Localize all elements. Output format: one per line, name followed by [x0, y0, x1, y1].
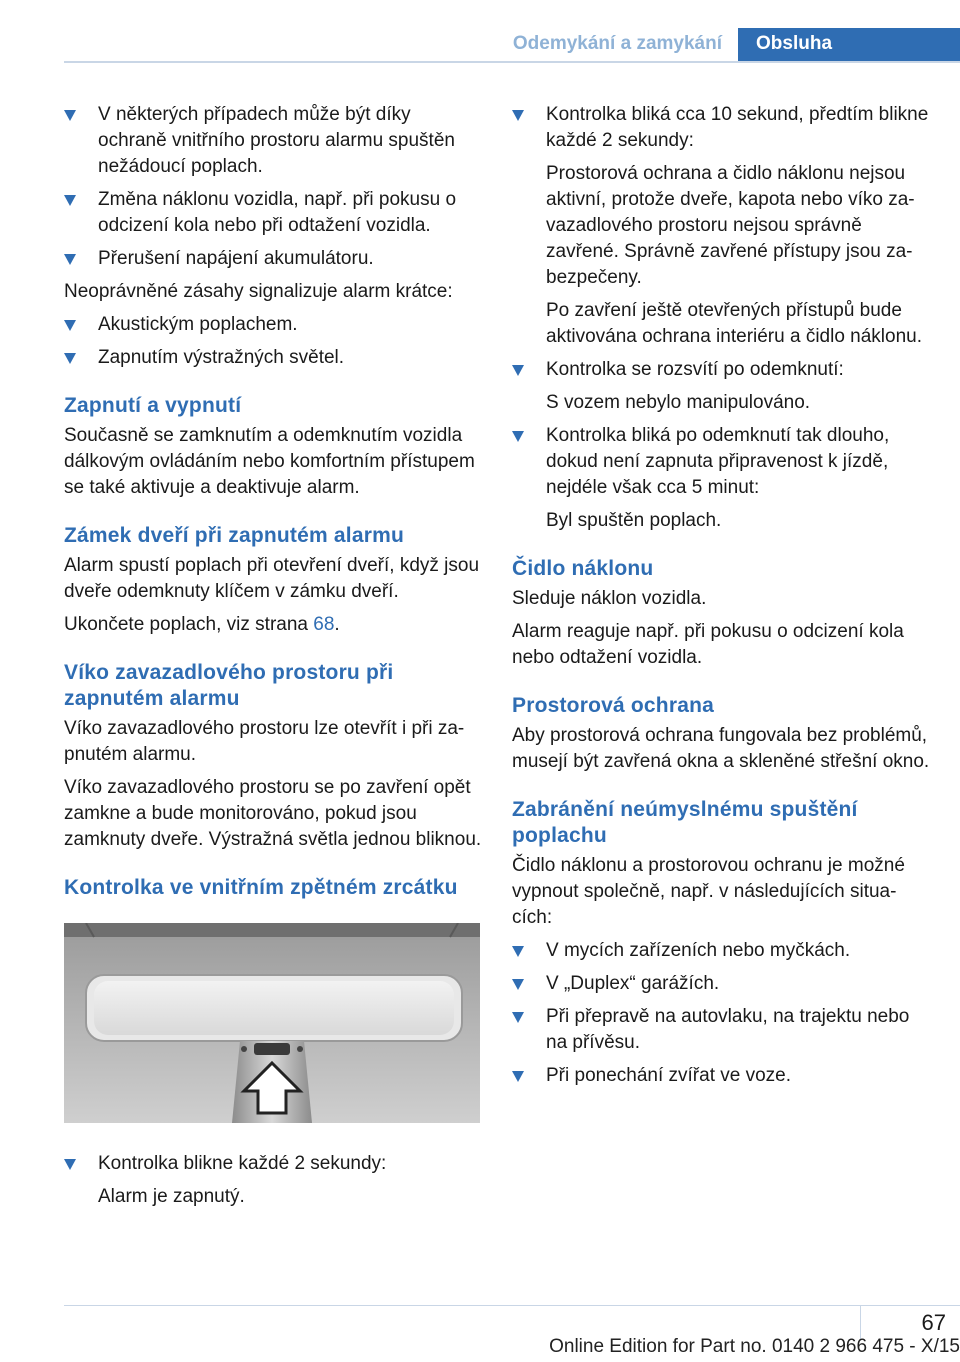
bullet-subtext: Alarm je zapnutý. [98, 1186, 245, 1207]
triangle-bullet-icon [512, 946, 524, 957]
header-divider [64, 61, 960, 63]
triangle-bullet-icon [64, 320, 76, 331]
paragraph: Víko zavazadlového prostoru se po zavření opět zamkne a bude monitorováno, pokud jsou zamknuty dveře. Výstražná světla jednou bliknou. [64, 777, 482, 850]
triangle-bullet-icon [512, 979, 524, 990]
heading-kontrolka: Kontrolka ve vnitřním zpětném zrcátku [64, 876, 458, 899]
list-item: Akustickým poplachem. [64, 312, 482, 338]
paragraph-page-ref: Ukončete poplach, viz strana 68. [64, 614, 340, 635]
header-section-title: Odemykání a zamykání [512, 33, 722, 54]
heading-cidlo: Čidlo náklonu [512, 557, 654, 580]
triangle-bullet-icon [512, 1012, 524, 1023]
left-column [64, 102, 482, 1217]
heading-viko: Víko zavazadlového prostoru při zapnutém alarmu [64, 661, 394, 710]
bullet-subtext: S vozem nebylo manipulováno. [546, 392, 811, 413]
paragraph: Alarm reaguje např. při pokusu o odcizení kola nebo odtažení vozidla. [512, 621, 904, 668]
triangle-bullet-icon [64, 1159, 76, 1170]
list-item: Kontrolka blikne každé 2 sekundy: [64, 1151, 482, 1177]
list-item: V některých případech může být díky ochraně vnitřního prostoru alarmu spuštěn nežádoucí poplach. [64, 102, 482, 180]
triangle-bullet-icon [64, 353, 76, 364]
header-tab-obsluha[interactable]: Obsluha [738, 28, 960, 62]
signal-intro: Neoprávněné zásahy signalizuje alarm krátce: [64, 281, 453, 302]
list-item: V „Duplex“ garážích. [512, 971, 930, 997]
triangle-bullet-icon [64, 254, 76, 265]
paragraph: Víko zavazadlového prostoru lze otevřít i při zapnutém alarmu. [64, 718, 465, 765]
footer-divider [64, 1305, 960, 1306]
triangle-bullet-icon [512, 110, 524, 121]
list-item: Kontrolka bliká po odemknutí tak dlouho, dokud není zapnuta připravenost k jízdě, nejdéle však cca 5 minut: [512, 423, 930, 501]
page-link[interactable]: 68 [313, 614, 335, 635]
triangle-bullet-icon [512, 1071, 524, 1082]
list-item: Kontrolka se rozsvítí po odemknutí: [512, 357, 930, 383]
paragraph: Alarm spustí poplach při otevření dveří, když jsou dveře odemknuty klíčem v zámku dveří. [64, 555, 480, 602]
paragraph: Čidlo náklonu a prostorovou ochranu je možné vypnout společně, např. v následujících situacích: [512, 855, 905, 928]
heading-prostorova: Prostorová ochrana [512, 694, 714, 717]
paragraph: Sleduje náklon vozidla. [512, 588, 707, 609]
bullet-subtext: Prostorová ochrana a čidlo náklonu nejsou aktivní, protože dveře, kapota nebo víko zavazadlového prostoru nejsou správně zavřené. Správně zavřené přístupy jsou zabezpečeny. [546, 163, 915, 288]
page-number: 67 [921, 1310, 946, 1335]
heading-zamek-dveri: Zámek dveří při zapnutém alarmu [64, 524, 404, 547]
heading-zapnuti: Zapnutí a vypnutí [64, 394, 242, 417]
list-item: Zapnutím výstražných světel. [64, 345, 482, 371]
triangle-bullet-icon [64, 110, 76, 121]
rearview-mirror-image [64, 923, 480, 1123]
bullet-subtext: Po zavření ještě otevřených přístupů bude aktivována ochrana interiéru a čidlo náklonu. [546, 300, 923, 347]
paragraph: Aby prostorová ochrana fungovala bez problémů, musejí být zavřená okna a skleněné střešní okno. [512, 725, 930, 772]
triangle-bullet-icon [512, 365, 524, 376]
list-item: Kontrolka bliká cca 10 sekund, předtím blikne každé 2 sekundy: [512, 102, 930, 154]
bullet-subtext: Byl spuštěn poplach. [546, 510, 722, 531]
triangle-bullet-icon [64, 195, 76, 206]
list-item: Přerušení napájení akumulátoru. [64, 246, 482, 272]
list-item: Změna náklonu vozidla, např. při pokusu o odcizení kola nebo při odtažení vozidla. [64, 187, 482, 239]
heading-zabraneni: Zabránění neúmyslnému spuštění poplachu [512, 798, 858, 847]
paragraph: Současně se zamknutím a odemknutím vozidla dálkovým ovládáním nebo komfortním přístupem se také aktivuje a deaktivuje alarm. [64, 425, 475, 498]
right-column [512, 102, 930, 1096]
list-item: Při ponechání zvířat ve voze. [512, 1063, 930, 1089]
mirror-illustration [64, 923, 480, 1123]
list-item: Při přepravě na autovlaku, na trajektu nebo na přívěsu. [512, 1004, 930, 1056]
triangle-bullet-icon [512, 431, 524, 442]
list-item: V mycích zařízeních nebo myčkách. [512, 938, 930, 964]
footer-edition: Online Edition for Part no. 0140 2 966 475 - X/15 [549, 1336, 960, 1357]
